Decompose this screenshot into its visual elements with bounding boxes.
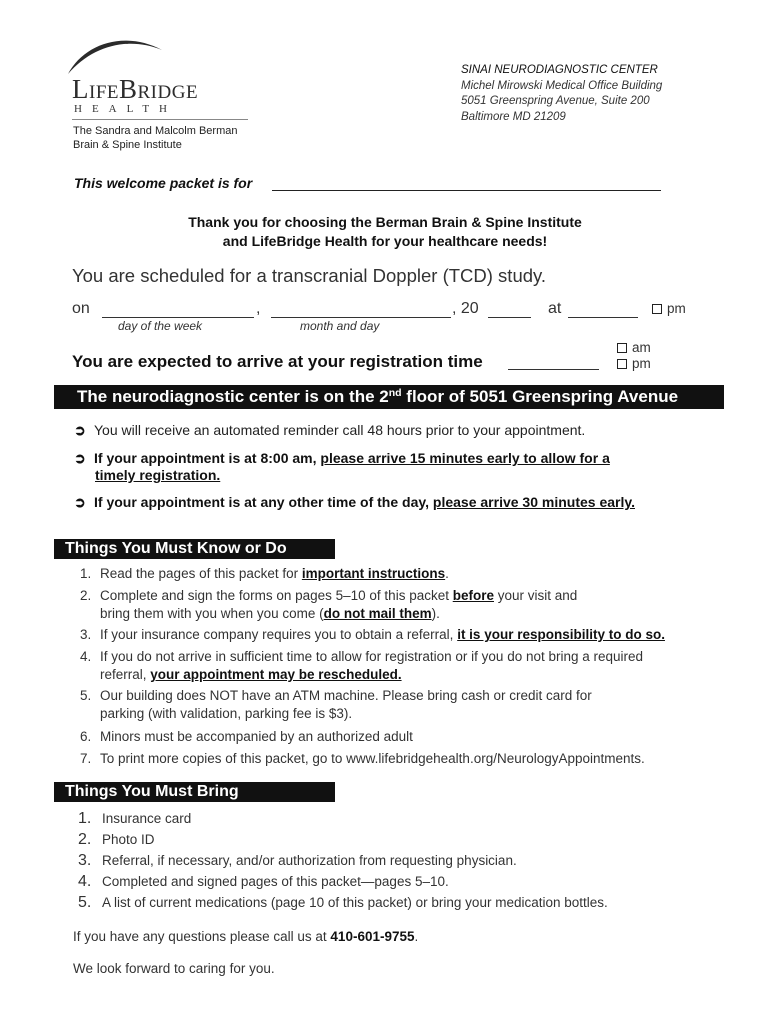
pm-label: pm	[667, 301, 686, 316]
notice-8am-cont	[95, 467, 220, 483]
registration-time-field[interactable]	[508, 369, 599, 370]
location-banner	[54, 385, 724, 409]
know-item-5-line-2	[100, 706, 352, 721]
logo-divider	[72, 119, 248, 120]
comma-separator: ,	[256, 300, 261, 317]
know-item-5: 5. Our building does NOT have an ATM machine. Please bring cash or credit card for	[80, 688, 592, 703]
bring-item-5: 5. A list of current medications (page 10 of this packet) or bring your medication bottles.	[78, 894, 608, 911]
arrival-statement: You are expected to arrive at your registration time	[72, 352, 483, 371]
time-field[interactable]	[568, 317, 638, 318]
pm-checkbox-2[interactable]	[617, 359, 627, 369]
institute-name	[73, 124, 237, 152]
know-item-7: 7. To print more copies of this packet, go to www.lifebridgehealth.org/NeurologyAppointments.	[80, 751, 645, 766]
closing-line: We look forward to caring for you.	[73, 961, 275, 976]
swoosh-logo-icon	[62, 30, 172, 76]
notice-8am	[74, 450, 610, 467]
notice-other-bold: If your appointment is at any other time of the day,	[94, 494, 433, 510]
know-item-1: 1. Read the pages of this packet for important instructions.	[80, 566, 449, 581]
know-item-4: 4. If you do not arrive in sufficient time to allow for registration or if you do not bring a required	[80, 649, 644, 664]
know-item-1-end: .	[445, 566, 449, 581]
know-item-3-text: If your insurance company requires you to obtain a referral,	[100, 627, 458, 642]
know-item-3: 3. If your insurance company requires you to obtain a referral, it is your responsibility to do so.	[80, 627, 665, 642]
bring-item-1: 1. Insurance card	[78, 810, 192, 827]
arrow-icon: ➲	[74, 450, 86, 466]
know-item-2-cont: your visit and	[493, 588, 578, 603]
phone-number[interactable]: 410-601-9755	[330, 929, 415, 944]
know-item-2-end: ).	[431, 606, 440, 621]
thank-you-message	[0, 213, 770, 251]
notice-other-underline: please arrive 30 minutes early.	[432, 494, 635, 510]
institute-line-2: Brain & Spine Institute	[73, 139, 182, 151]
am-checkbox[interactable]	[617, 343, 627, 353]
notice-8am-underline-2: timely registration.	[95, 467, 221, 483]
know-item-2-text-b: bring them with you when you come (	[100, 606, 324, 621]
bring-item-5-text: A list of current medications (page 10 of this packet) or bring your medication bottles.	[102, 895, 608, 910]
am-label: am	[632, 340, 651, 355]
lifebridge-logo: LifeBridge	[72, 74, 199, 104]
thank-you-line-2: and LifeBridge Health for your healthcare needs!	[222, 233, 548, 249]
bring-item-3: 3. Referral, if necessary, and/or authorization from requesting physician.	[78, 852, 517, 869]
know-item-5-text: Our building does NOT have an ATM machine. Please bring cash or credit card for	[100, 688, 592, 703]
city-state-zip: Baltimore MD 21209	[461, 110, 566, 123]
know-item-4-line-2	[100, 667, 402, 682]
arrow-icon: ➲	[74, 494, 86, 510]
notice-8am-bold: If your appointment is at 8:00 am,	[94, 450, 321, 466]
institute-line-1: The Sandra and Malcolm Berman	[73, 125, 238, 137]
notice-reminder-text: You will receive an automated reminder call 48 hours prior to your appointment.	[94, 422, 586, 438]
banner-text-b: floor of 5051 Greenspring Avenue	[401, 387, 679, 406]
know-item-4-text-b: referral,	[100, 667, 151, 682]
year-prefix: , 20	[452, 300, 479, 317]
day-of-week-field[interactable]	[102, 317, 254, 318]
pm-label-2: pm	[632, 356, 651, 371]
street-address: 5051 Greenspring Avenue, Suite 200	[461, 95, 650, 107]
know-item-6-text: Minors must be accompanied by an authorized adult	[100, 729, 413, 744]
know-item-2-emph-b: do not mail them	[323, 606, 432, 621]
know-item-3-emph: it is your responsibility to do so.	[457, 627, 665, 642]
banner-ordinal: nd	[388, 387, 402, 399]
know-item-2-emph: before	[452, 588, 494, 603]
study-statement: You are scheduled for a transcranial Doppler (TCD) study.	[72, 265, 547, 286]
month-day-field[interactable]	[271, 317, 451, 318]
bring-section-title: Things You Must Bring	[54, 782, 335, 802]
banner-text-a: The neurodiagnostic center is on the 2	[77, 387, 389, 406]
know-item-2: 2. Complete and sign the forms on pages 5–10 of this packet before your visit and	[80, 588, 578, 603]
know-item-1-text: Read the pages of this packet for	[100, 566, 302, 581]
know-item-7-text: To print more copies of this packet, go to www.lifebridgehealth.org/NeurologyAppointments.	[100, 751, 645, 766]
notice-8am-underline: please arrive 15 minutes early to allow for a	[320, 450, 610, 466]
know-item-5-text-b: parking (with validation, parking fee is $3).	[100, 706, 353, 721]
bring-item-2: 2. Photo ID	[78, 831, 155, 848]
month-caption: month and day	[300, 319, 380, 333]
know-item-6: 6. Minors must be accompanied by an authorized adult	[80, 729, 413, 744]
know-item-4-emph: your appointment may be rescheduled.	[150, 667, 402, 682]
bring-item-2-text: Photo ID	[102, 832, 155, 847]
bring-item-1-text: Insurance card	[102, 811, 192, 826]
pm-checkbox[interactable]	[652, 304, 662, 314]
arrow-icon: ➲	[74, 422, 86, 438]
notice-other	[74, 494, 635, 511]
know-section-title: Things You Must Know or Do	[54, 539, 335, 559]
center-name: SINAI NEURODIAGNOSTIC CENTER	[461, 64, 658, 76]
contact-end: .	[414, 929, 419, 944]
know-item-1-emph: important instructions	[301, 566, 446, 581]
know-item-2-line-2	[100, 606, 440, 621]
know-item-4-text: If you do not arrive in sufficient time to allow for registration or if you do not bring a required	[100, 649, 644, 664]
at-label: at	[548, 300, 562, 317]
year-field[interactable]	[488, 317, 531, 318]
logo-health-text: HEALTH	[74, 103, 177, 115]
center-address	[461, 63, 662, 125]
contact-text: If you have any questions please call us at	[73, 929, 331, 944]
bring-item-4-text: Completed and signed pages of this packet—pages 5–10.	[102, 874, 449, 889]
contact-line	[73, 929, 418, 944]
on-label: on	[72, 300, 90, 317]
thank-you-line-1: Thank you for choosing the Berman Brain & Spine Institute	[188, 214, 582, 230]
patient-name-field[interactable]	[272, 190, 661, 191]
notice-reminder	[74, 422, 585, 439]
bring-item-3-text: Referral, if necessary, and/or authorization from requesting physician.	[102, 853, 517, 868]
know-item-2-text: Complete and sign the forms on pages 5–10 of this packet	[100, 588, 453, 603]
welcome-label: This welcome packet is for	[74, 175, 253, 191]
day-caption: day of the week	[118, 319, 203, 333]
bring-item-4: 4. Completed and signed pages of this packet—pages 5–10.	[78, 873, 449, 890]
building-name: Michel Mirowski Medical Office Building	[461, 79, 663, 92]
